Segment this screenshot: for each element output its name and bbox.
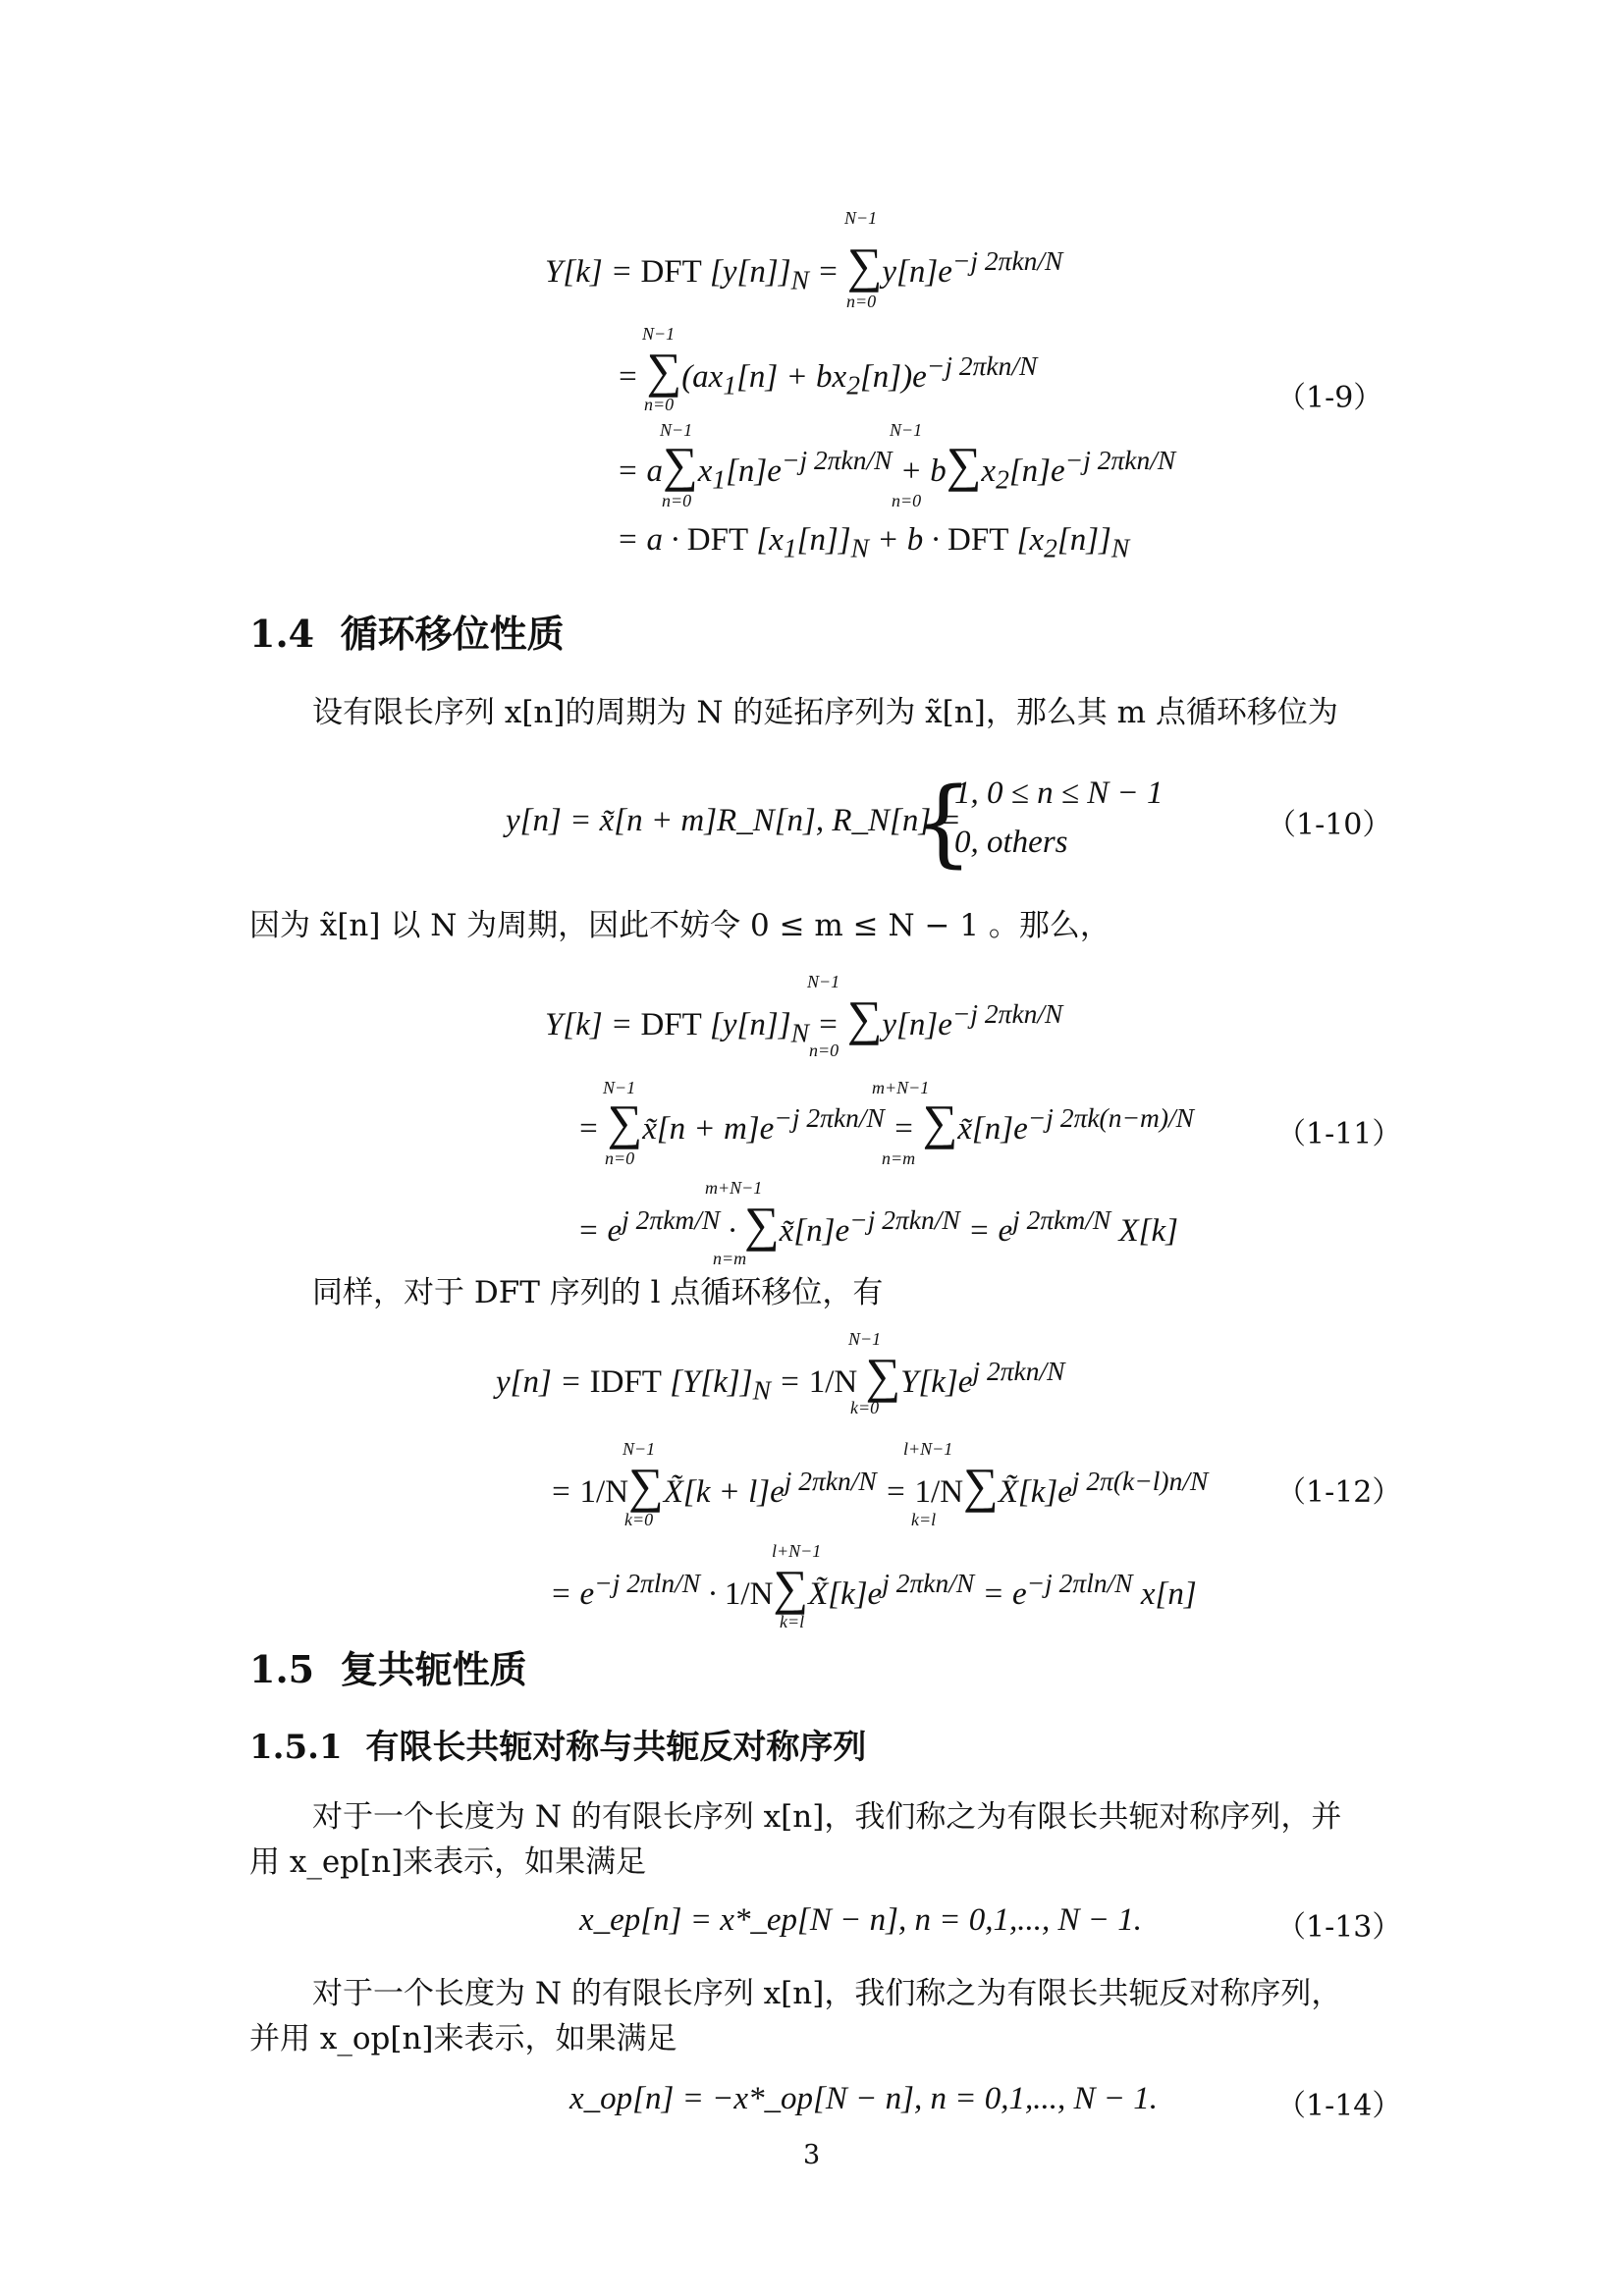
equation-line: = $e^{j 2\pi km/N}$ · $\sum x̃[n]e^{-j 2\pi kn/N} = e^{j 2\pi km/N}$ X[k] xyxy=(577,1197,1178,1252)
equation-line: x_ep[n] = x*_ep[N − n], n = 0,1,..., N − 1. xyxy=(579,1902,1143,1938)
section-heading-1-4: 1.4 循环移位性质 xyxy=(249,612,565,656)
case-line: 0, others xyxy=(954,825,1068,860)
page-number: 3 xyxy=(803,2140,821,2170)
equation-lhs: y[n] = x̃[n + m]R_N[n], R_N[n] = xyxy=(506,803,961,838)
paragraph: 对于一个长度为 N 的有限长序列 x[n]，我们称之为有限长共轭对称序列，并 xyxy=(312,1799,1342,1835)
cases-brace: { xyxy=(913,768,974,878)
equation-number: （1-14） xyxy=(1276,2089,1402,2123)
equation-line: = $e^{-j 2\pi ln/N}$ · $1/N\sum X̃[k]e^{j 2\pi kn/N} = e^{-j 2\pi ln/N}$ x[n] xyxy=(550,1560,1197,1615)
equation-line: Y[k] = DFT $[y[n]]_N = \sum y[n]e^{-j 2\pi kn/N}$ xyxy=(545,990,1063,1048)
paragraph: 对于一个长度为 N 的有限长序列 x[n]，我们称之为有限长共轭反对称序列， xyxy=(312,1976,1342,2011)
paragraph: 因为 x̃[n] 以 N 为周期，因此不妨令 0 ≤ m ≤ N − 1 。那么， xyxy=(249,908,1110,943)
equation-line: y[n] = IDFT $[Y[k]]_N = 1/N$ $\sum Y[k]e^{j 2\pi kn/N}$ xyxy=(496,1348,1065,1406)
equation-line: = a · DFT $[x_1[n]]_N + b$ · DFT $[x_2[n]]_N$ xyxy=(617,522,1130,563)
paragraph: 用 x_ep[n]来表示，如果满足 xyxy=(249,1844,647,1880)
paragraph: 同样，对于 DFT 序列的 l 点循环移位，有 xyxy=(312,1275,884,1310)
equation-line: = $a\sum x_1[n]e^{-j 2\pi kn/N} + b\sum x_2[n]e^{-j 2\pi kn/N}$ xyxy=(617,437,1176,495)
equation-line: Y[k] = DFT $[y[n]]_N = \sum y[n]e^{-j 2\pi kn/N}$ xyxy=(545,238,1063,295)
equation-line: = 1/N∑X̃[k + $l]e^{j 2\pi kn/N}$ = $1/N\sum X̃[k]e^{j 2\pi(k-l)n/N}$ xyxy=(550,1458,1209,1513)
equation-line: x_op[n] = −x*_op[N − n], n = 0,1,..., N − 1. xyxy=(569,2081,1159,2116)
equation-number: （1-11） xyxy=(1276,1117,1402,1151)
equation-line: = ∑x̃[n + $m]e^{-j 2\pi kn/N}$ = $\sum x̃[n]e^{-j 2\pi k(n-m)/N}$ xyxy=(577,1095,1195,1149)
case-line: 1, 0 ≤ n ≤ N − 1 xyxy=(954,775,1164,811)
equation-number: （1-12） xyxy=(1276,1475,1402,1510)
subsection-heading-1-5-1: 1.5.1 有限长共轭对称与共轭反对称序列 xyxy=(249,1728,867,1767)
equation-number: （1-13） xyxy=(1276,1910,1402,1945)
section-heading-1-5: 1.5 复共轭性质 xyxy=(249,1647,527,1691)
document-page: Y[k] = DFT $[y[n]]_N = \sum y[n]e^{-j 2\pi kn/N}$ N−1 n=0 = $\sum(ax_1[n] + bx_2[n])e^{-j 2\pi kn/N}$ N−1 n=0 = $a\sum x_1[n]e^{-j 2\pi kn/N} + b\sum x_2[n]e^{-j 2\pi kn/N}$ N−1 n=0 N−1 n=0 = a · DFT $[x_1[n]]_N + b$ · DFT $[x_2[n]]_N$ （1-9） 1.4 循环移位性质 设有限长序列 x[n]的周期为 N 的延拓序列为 x̃[n]，那么其 m 点循环移位为 y[n] = x̃[n + m]R_N[n], R_N[n] = { 1, 0 ≤ n ≤ N − 1 0, others （1-10） 因为 x̃[n] 以 N 为周期，因此不妨令 0 ≤ m ≤ N − 1 。那么， Y[k] = DFT $[y[n]]_N = \sum y[n]e^{-j 2\pi kn/N}$ N−1 n=0 = ∑x̃[n + $m]e^{-j 2\pi kn/N}$ = $\sum x̃[n]e^{-j 2\pi k(n-m)/N}$ N−1 n=0 m+N−1 n=m = $e^{j 2\pi km/N}$ · $\sum x̃[n]e^{-j 2\pi kn/N} = e^{j 2\pi km/N}$ X[k] m+N−1 n=m （1-11） 同样，对于 DFT 序列的 l 点循环移位，有 y[n] = IDFT $[Y[k]]_N = 1/N$ $\sum Y[k]e^{j 2\pi kn/N}$ N−1 k=0 = 1/N∑X̃[k + $l]e^{j 2\pi kn/N}$ = $1/N\sum X̃[k]e^{j 2\pi(k-l)n/N}$ N−1 k=0 l+N−1 k=l = $e^{-j 2\pi ln/N}$ · $1/N\sum X̃[k]e^{j 2\pi kn/N} = e^{-j 2\pi ln/N}$ x[n] l+N−1 k=l （1-12） 1.5 复共轭性质 1.5.1 有限长共轭对称与共轭反对称序列 对于一个长度为 N 的有限长序列 x[n]，我们称之为有限长共轭对称序列，并 用 x_ep[n]来表示，如果满足 x_ep[n] = x*_ep[N − n], n = 0,1,..., N − 1. （1-13） 对于一个长度为 N 的有限长序列 x[n]，我们称之为有限长共轭反对称序列， 并用 x_op[n]来表示，如果满足 x_op[n] = −x*_op[N − n], n = 0,1,..., N − 1. （1-14） 3 xyxy=(249,208,1402,2170)
paragraph: 设有限长序列 x[n]的周期为 N 的延拓序列为 x̃[n]，那么其 m 点循环移位为 xyxy=(312,695,1338,730)
paragraph: 并用 x_op[n]来表示，如果满足 xyxy=(249,2021,677,2056)
equation-number: （1-9） xyxy=(1276,381,1383,415)
equation-number: （1-10） xyxy=(1267,808,1392,842)
equation-line: = $\sum(ax_1[n] + bx_2[n])e^{-j 2\pi kn/N}$ xyxy=(617,343,1038,400)
